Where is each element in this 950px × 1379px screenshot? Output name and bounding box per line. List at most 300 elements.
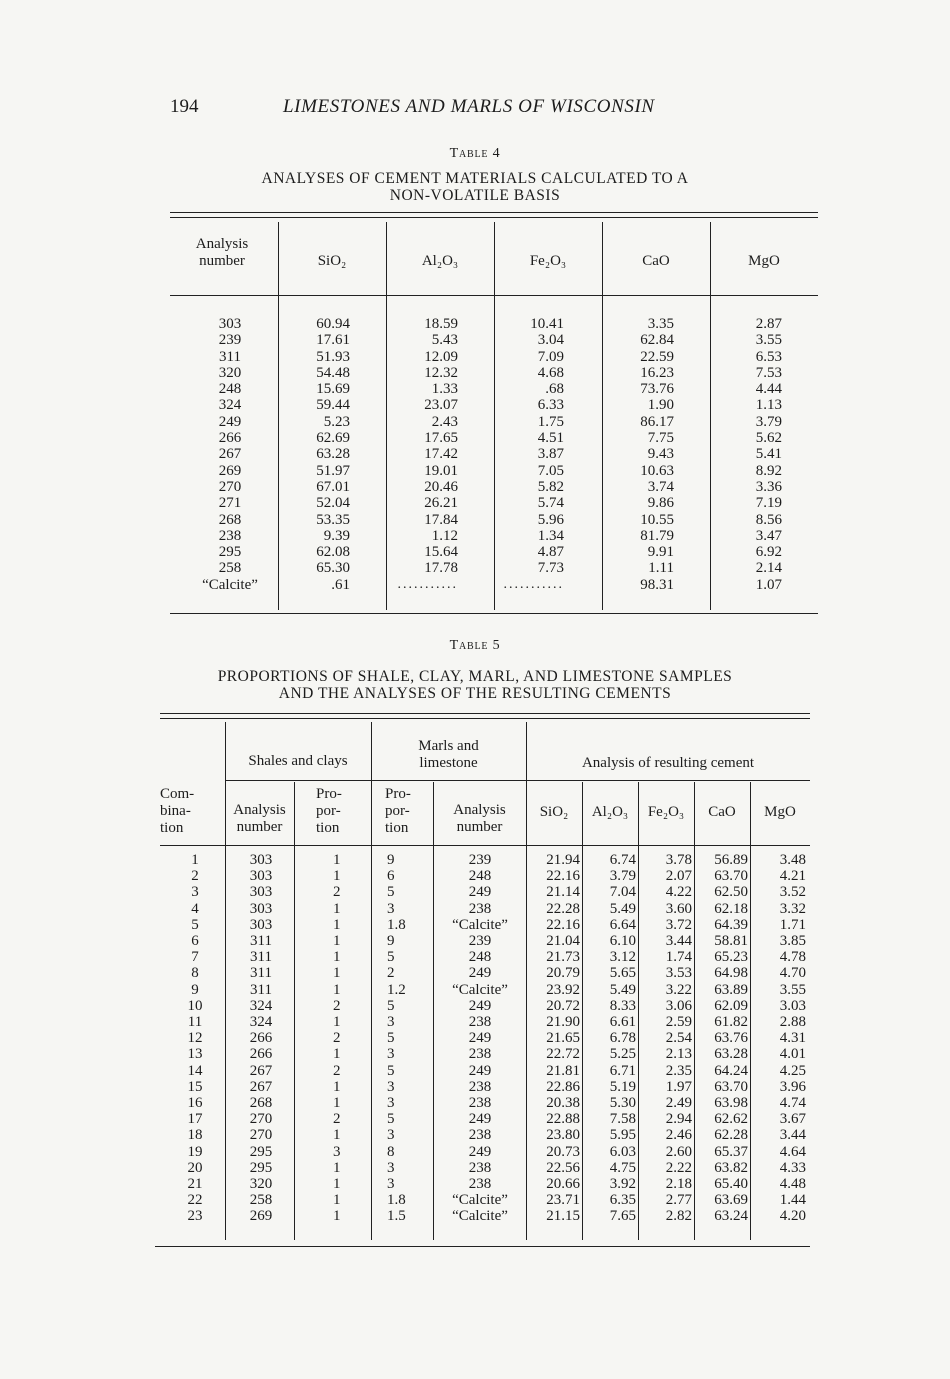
table-5-col-divider [433,782,434,1240]
table-5-header-marl-analysis: Analysis number [453,802,506,835]
table-cell: “Calcite” [452,1192,508,1209]
table-4-col-cao [602,316,674,593]
table-cell: 1.44 [779,1192,806,1209]
table-cell: 6.35 [609,1192,636,1209]
table-cell: 3.06 [665,997,692,1014]
table-cell: 3.55 [755,332,782,349]
table-cell: 6.71 [609,1062,636,1079]
table-cell: 22.16 [546,916,580,933]
table-cell: 3.53 [665,965,692,982]
table-cell: 5 [387,1062,395,1079]
table-cell: 6.03 [609,1143,636,1160]
table-cell: 320 [218,364,242,381]
table-cell: 6.78 [609,1030,636,1047]
table-cell: 1 [333,981,341,998]
table-cell: 1.5 [387,1208,406,1225]
table-cell: 22.59 [640,348,674,365]
table-cell: 3 [387,1046,395,1063]
table-cell: 266 [249,1030,273,1047]
table-cell: 3.72 [665,916,692,933]
table-cell: 65.37 [714,1143,748,1160]
table-cell: 249 [468,884,492,901]
table-5-group-marls: Marls and limestone [418,738,479,771]
table-cell: 21 [187,1176,203,1193]
table-cell: 7.73 [537,560,564,577]
table-cell: 26.21 [424,495,458,512]
table-cell: 62.28 [714,1127,748,1144]
table-cell: 268 [218,511,242,528]
table-4-title-line2: NON-VOLATILE BASIS [389,187,561,204]
table-cell: 12 [187,1030,203,1047]
table-cell: 5.41 [755,446,782,463]
table-5-group-rule [371,780,526,781]
table-cell: 8.56 [755,511,782,528]
table-4-header-mgo: MgO [748,253,780,269]
table-cell: 269 [249,1208,273,1225]
table-cell: 12.32 [424,364,458,381]
table-cell: 3.12 [609,949,636,966]
table-cell: 15.69 [316,381,350,398]
table-cell: 5.49 [609,900,636,917]
table-cell: 4.01 [779,1046,806,1063]
table-cell: 2.87 [755,316,782,332]
table-cell: 303 [249,884,273,901]
table-cell: 1.90 [647,397,674,414]
table-cell: 63.70 [714,868,748,885]
table-cell: 21.94 [546,852,580,868]
table-cell: 63.28 [714,1046,748,1063]
table-cell: 238 [468,1046,492,1063]
page-number: 194 [170,96,199,117]
table-5-header-fe2o3: Fe₂O₃ [647,804,685,820]
table-cell: 2.13 [665,1046,692,1063]
table-cell: 63.76 [714,1030,748,1047]
table-cell: 303 [249,900,273,917]
table-cell: 5 [387,884,395,901]
table-cell: 6.10 [609,933,636,950]
table-4-col-fe2o3 [494,316,564,593]
table-cell: 2 [333,997,341,1014]
table-cell: 270 [249,1127,273,1144]
table-cell: 16 [187,1095,203,1112]
table-cell: 2.43 [431,413,458,430]
table-cell: 17.65 [424,430,458,447]
table-cell: 4.75 [609,1159,636,1176]
table-cell: 21.04 [546,933,580,950]
table-cell: 249 [468,1143,492,1160]
table-cell: 1.75 [537,413,564,430]
table-5-col-divider [225,722,226,1240]
table-cell: 3.22 [665,981,692,998]
table-cell: 7.05 [537,462,564,479]
table-cell: 20.38 [546,1095,580,1112]
table-cell: 2.59 [665,1014,692,1031]
table-cell: 5 [387,1030,395,1047]
table-cell: 7.19 [755,495,782,512]
table-5-header-combination: Com- bina- tion [160,786,195,836]
table-cell: 15 [187,1078,203,1095]
table-cell: 1 [333,1046,341,1063]
table-cell: 64.24 [714,1062,748,1079]
table-cell: 3.87 [537,446,564,463]
table-cell: 21.81 [546,1062,580,1079]
table-cell: 2.18 [665,1176,692,1193]
table-cell: 98.31 [640,576,674,593]
table-cell: 3.52 [779,884,806,901]
table-cell: 295 [249,1159,273,1176]
table-cell: 295 [218,544,242,561]
table-cell: 5 [387,997,395,1014]
table-cell: “Calcite” [452,981,508,998]
table-5-col-marl-analysis [436,852,524,1225]
table-cell: 15.64 [424,544,458,561]
table-cell: 248 [468,868,492,885]
table-cell: 6.92 [755,544,782,561]
table-cell: 324 [249,997,273,1014]
table-cell: 324 [249,1014,273,1031]
table-cell: 6 [191,933,199,950]
table-cell: 2.88 [779,1014,806,1031]
table-cell: 23.92 [546,981,580,998]
table-cell: 62.62 [714,1111,748,1128]
table-cell: 53.35 [316,511,350,528]
table-cell: 267 [218,446,242,463]
table-cell: 3.60 [665,900,692,917]
table-cell: 19.01 [424,462,458,479]
table-cell: 23.80 [546,1127,580,1144]
table-cell: 1.12 [431,527,458,544]
table-5-col-shale-analysis [230,852,292,1225]
table-cell: 1.74 [665,949,692,966]
table-cell: 10 [187,997,203,1014]
table-cell: 295 [249,1143,273,1160]
table-cell: 5.95 [609,1127,636,1144]
table-cell: 1 [333,852,341,868]
table-cell: 5.19 [609,1078,636,1095]
table-cell: .61 [331,576,350,593]
table-cell: 21.65 [546,1030,580,1047]
table-cell: 324 [218,397,242,414]
table-cell: 303 [249,868,273,885]
table-cell: 60.94 [316,316,350,332]
table-cell: 1 [333,949,341,966]
table-cell: 238 [468,1014,492,1031]
table-cell: 311 [250,933,272,950]
table-cell: 1 [333,868,341,885]
table-4-header-fe2o3: Fe₂O₃ [529,253,567,269]
table-cell: 23.71 [546,1192,580,1209]
table-cell: 56.89 [714,852,748,868]
table-cell: 52.04 [316,495,350,512]
table-cell: 267 [249,1062,273,1079]
table-cell: 4.44 [755,381,782,398]
table-cell: 303 [218,316,242,332]
table-cell: 3 [387,1127,395,1144]
table-cell: 311 [219,348,241,365]
table-cell: 63.98 [714,1095,748,1112]
table-cell: 2.35 [665,1062,692,1079]
table-cell: 21.14 [546,884,580,901]
table-cell: 3.96 [779,1078,806,1095]
table-cell: 3.44 [779,1127,806,1144]
table-5-header-cao: CaO [708,804,736,820]
table-cell: 1.71 [779,916,806,933]
table-cell: 2.22 [665,1159,692,1176]
table-cell: 1 [333,1127,341,1144]
table-cell: 1 [333,1014,341,1031]
table-5-header-sio2: SiO₂ [539,804,569,820]
table-cell: 22.72 [546,1046,580,1063]
table-cell: 3.79 [755,413,782,430]
table-cell: 63.89 [714,981,748,998]
table-cell: 63.28 [316,446,350,463]
table-cell: 64.98 [714,965,748,982]
table-cell: 20.46 [424,478,458,495]
table-cell: 239 [468,852,492,868]
table-cell: 3.03 [779,997,806,1014]
table-cell: “Calcite” [452,916,508,933]
table-4-bottom-rule [170,613,818,614]
table-cell: 267 [249,1078,273,1095]
table-cell: 7.58 [609,1111,636,1128]
table-4-col-al2o3 [386,316,458,593]
table-cell: 5.74 [537,495,564,512]
table-cell: 2.54 [665,1030,692,1047]
table-cell: 2.82 [665,1208,692,1225]
table-cell: 9 [191,981,199,998]
table-cell: 3.48 [779,852,806,868]
table-4-col-mgo [710,316,782,593]
table-cell: 18 [187,1127,203,1144]
table-cell: 5.65 [609,965,636,982]
table-cell: 4.25 [779,1062,806,1079]
table-cell: 22.16 [546,868,580,885]
table-cell: 258 [218,560,242,577]
table-cell: 1 [333,900,341,917]
table-cell: 3.67 [779,1111,806,1128]
table-cell: 9 [387,852,395,868]
table-cell: 9.91 [647,544,674,561]
table-cell: 2 [333,1111,341,1128]
table-cell: 7.65 [609,1208,636,1225]
table-cell: 17.42 [424,446,458,463]
table-cell: 5 [191,916,199,933]
table-cell: 238 [468,1127,492,1144]
table-5-header-marl-proportion: Pro- por- tion [385,786,411,836]
table-cell: 61.82 [714,1014,748,1031]
table-cell: 62.69 [316,430,350,447]
table-cell: 6.64 [609,916,636,933]
table-cell: 1 [333,1208,341,1225]
table-5-header-shale-proportion: Pro- por- tion [316,786,342,836]
table-cell: 16.23 [640,364,674,381]
table-cell: 17.78 [424,560,458,577]
table-cell: 3 [387,900,395,917]
table-cell: 8.33 [609,997,636,1014]
table-cell: 63.24 [714,1208,748,1225]
table-cell: 51.97 [316,462,350,479]
table-cell: 271 [218,495,242,512]
table-cell: 249 [468,965,492,982]
table-cell: 238 [468,1095,492,1112]
table-cell: .68 [545,381,564,398]
table-cell: 3.55 [779,981,806,998]
table-5-group-rule [526,780,810,781]
table-cell: 238 [468,1176,492,1193]
table-cell: 6.61 [609,1014,636,1031]
table-5-col-mgo [750,852,806,1225]
table-cell: 1 [333,965,341,982]
table-cell: 22.56 [546,1159,580,1176]
table-cell: 4.31 [779,1030,806,1047]
table-cell: 8.92 [755,462,782,479]
table-cell: 248 [468,949,492,966]
table-5-col-shale-proportion [333,852,363,1225]
table-cell: 22.88 [546,1111,580,1128]
table-5-col-divider [294,782,295,1240]
table-cell: 62.09 [714,997,748,1014]
table-cell: 4.48 [779,1176,806,1193]
table-cell: 2 [333,1062,341,1079]
table-cell: 3.78 [665,852,692,868]
table-4-col-sio2 [278,316,350,593]
table-5-title-line2: AND THE ANALYSES OF THE RESULTING CEMENTS [278,685,672,702]
table-cell: 270 [249,1111,273,1128]
table-cell: 266 [218,430,242,447]
table-cell: 3.92 [609,1176,636,1193]
table-cell: 1.34 [537,527,564,544]
table-cell: 64.39 [714,916,748,933]
table-cell: 4.68 [537,364,564,381]
table-cell: 1 [333,1095,341,1112]
table-cell: 4.21 [779,868,806,885]
table-cell: 5 [387,1111,395,1128]
table-cell: 2.07 [665,868,692,885]
table-cell: “Calcite” [202,576,258,593]
table-cell: 258 [249,1192,273,1209]
table-cell: 62.84 [640,332,674,349]
table-cell: 4.20 [779,1208,806,1225]
table-5-col-combination [175,852,215,1225]
table-cell: 239 [218,332,242,349]
table-cell: 3 [387,1095,395,1112]
table-4-header-al2o3: Al₂O₃ [421,253,459,269]
table-cell: 1 [333,1192,341,1209]
table-cell: 5.49 [609,981,636,998]
table-cell: 7 [191,949,199,966]
table-cell: 3 [333,1143,341,1160]
table-cell: 62.50 [714,884,748,901]
table-cell: 311 [250,949,272,966]
table-cell: 2 [333,884,341,901]
table-cell: 238 [468,1078,492,1095]
table-cell: 1.13 [755,397,782,414]
table-cell: 22 [187,1192,203,1209]
table-cell: 5.23 [323,413,350,430]
table-4-header-analysis: Analysis number [195,236,249,269]
table-cell: 4.51 [537,430,564,447]
table-cell: 270 [218,478,242,495]
table-cell: 1.33 [431,381,458,398]
table-cell: ........... [397,576,458,592]
table-cell: 2.49 [665,1095,692,1112]
table-cell: 8 [387,1143,395,1160]
table-cell: 6.74 [609,852,636,868]
table-5-group-analysis: Analysis of resulting cement [581,755,755,771]
table-cell: 18.59 [424,316,458,332]
table-cell: 65.30 [316,560,350,577]
table-cell: 2.14 [755,560,782,577]
table-cell: 1 [333,916,341,933]
table-cell: 20.66 [546,1176,580,1193]
table-cell: 268 [249,1095,273,1112]
table-cell: 59.44 [316,397,350,414]
table-5-col-cao [694,852,748,1225]
table-cell: 3 [387,1176,395,1193]
table-5-header-mgo: MgO [764,804,796,820]
table-cell: 3.79 [609,868,636,885]
table-cell: 3 [387,1078,395,1095]
table-cell: 4.78 [779,949,806,966]
table-cell: 17.61 [316,332,350,349]
table-cell: 20 [187,1159,203,1176]
table-cell: 11 [187,1014,203,1031]
table-4-caption: Table 4 [449,146,501,161]
table-cell: 20.73 [546,1143,580,1160]
table-cell: 65.23 [714,949,748,966]
table-cell: 238 [218,527,242,544]
table-cell: 3 [387,1159,395,1176]
table-5-bottom-rule [155,1246,810,1247]
table-cell: 4.33 [779,1159,806,1176]
table-cell: 7.75 [647,430,674,447]
table-4-top-rule [170,212,818,213]
table-cell: 1 [333,1078,341,1095]
table-5-col-al2o3 [582,852,636,1225]
table-cell: 2 [387,965,395,982]
table-cell: 3 [387,1014,395,1031]
table-cell: 21.73 [546,949,580,966]
table-cell: 67.01 [316,478,350,495]
table-cell: 9.86 [647,495,674,512]
table-5-top-rule [160,713,810,714]
table-cell: 5.62 [755,430,782,447]
table-cell: 6.33 [537,397,564,414]
table-5-header-al2o3: Al₂O₃ [591,804,629,820]
table-cell: 3.04 [537,332,564,349]
table-cell: 2 [191,868,199,885]
table-cell: 269 [218,462,242,479]
table-cell: 62.08 [316,544,350,561]
table-cell: 1.11 [648,560,674,577]
table-cell: 1 [333,1159,341,1176]
table-cell: 7.53 [755,364,782,381]
table-cell: 2 [333,1030,341,1047]
table-cell: 81.79 [640,527,674,544]
table-cell: 249 [468,1111,492,1128]
table-cell: 3.47 [755,527,782,544]
table-cell: 20.72 [546,997,580,1014]
table-cell: 266 [249,1046,273,1063]
table-cell: 19 [187,1143,203,1160]
table-5-group-rule [225,780,371,781]
table-cell: 5.96 [537,511,564,528]
table-cell: 3.36 [755,478,782,495]
table-cell: 2.46 [665,1127,692,1144]
table-cell: 238 [468,1159,492,1176]
table-cell: 7.04 [609,884,636,901]
table-cell: 4.70 [779,965,806,982]
